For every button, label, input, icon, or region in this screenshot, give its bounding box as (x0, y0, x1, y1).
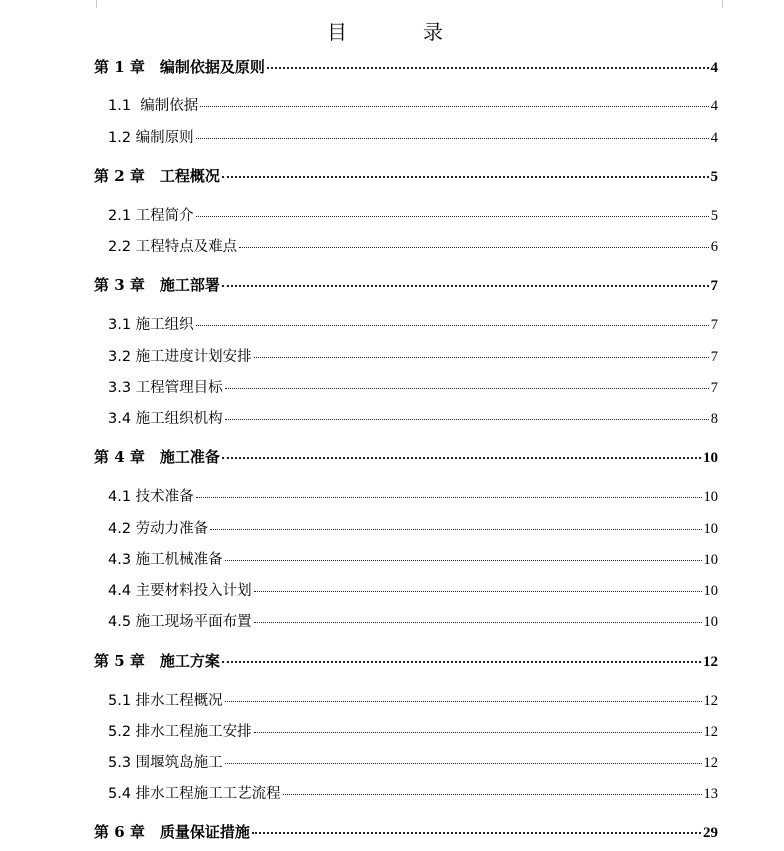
toc-page-number: 7 (710, 349, 718, 365)
toc-entry-label: 4.1 技术准备 (108, 489, 194, 505)
toc-page-number: 29 (703, 825, 718, 841)
toc-entry-label: 4.2 劳动力准备 (108, 521, 209, 537)
toc-section-entry[interactable] (108, 407, 718, 428)
toc-dot-leader (222, 457, 701, 459)
toc-section-entry[interactable] (108, 720, 718, 741)
toc-entry-label: 5.2 排水工程施工安排 (108, 724, 252, 740)
toc-entry-label: 2.1 工程简介 (108, 208, 194, 224)
toc-dot-leader (283, 794, 702, 795)
toc-page-number: 7 (710, 380, 718, 396)
toc-entry-label: 2.2 工程特点及难点 (108, 239, 238, 255)
toc-section-entry[interactable] (108, 345, 718, 366)
toc-dot-leader (239, 247, 709, 248)
toc-section-entry[interactable] (108, 689, 718, 710)
toc-dot-leader (254, 357, 709, 358)
toc-page-number: 6 (710, 239, 718, 255)
toc-entry-label: 第 3 章 施工部署 (94, 276, 220, 294)
toc-dot-leader (196, 138, 709, 139)
toc-chapter-entry[interactable] (94, 821, 718, 842)
toc-section-entry[interactable] (108, 610, 718, 631)
toc-chapter-entry[interactable] (94, 165, 718, 186)
toc-section-entry[interactable] (108, 376, 718, 397)
toc-entry-label: 5.1 排水工程概况 (108, 693, 223, 709)
toc-entry-label: 第 6 章 质量保证措施 (94, 823, 250, 841)
toc-entry-label: 3.3 工程管理目标 (108, 380, 223, 396)
toc-dot-leader (222, 176, 709, 178)
toc-dot-leader (225, 388, 709, 389)
toc-page-number: 7 (710, 278, 718, 294)
toc-dot-leader (222, 285, 709, 287)
toc-dot-leader (225, 419, 709, 420)
toc-section-entry[interactable] (108, 485, 718, 506)
toc-entry-label: 5.4 排水工程施工工艺流程 (108, 786, 281, 802)
toc-entry-label: 1.2 编制原则 (108, 130, 194, 146)
toc-chapter-entry[interactable] (94, 446, 718, 467)
toc-page-number: 13 (703, 786, 718, 802)
toc-section-entry[interactable] (108, 235, 718, 256)
toc-dot-leader (225, 560, 702, 561)
toc-title: 目 录 (327, 20, 471, 44)
toc-dot-leader (196, 497, 702, 498)
toc-page-number: 4 (710, 98, 718, 114)
toc-dot-leader (225, 701, 702, 702)
toc-entry-label: 3.2 施工进度计划安排 (108, 349, 252, 365)
toc-section-entry[interactable] (108, 94, 718, 115)
toc-dot-leader (210, 529, 701, 530)
toc-dot-leader (252, 832, 701, 834)
toc-page-number: 12 (703, 755, 718, 771)
toc-dot-leader (254, 732, 702, 733)
toc-section-entry[interactable] (108, 782, 718, 803)
toc-page-number: 10 (703, 450, 718, 466)
toc-page-number: 10 (703, 583, 718, 599)
toc-section-entry[interactable] (108, 751, 718, 772)
toc-section-entry[interactable] (108, 548, 718, 569)
toc-chapter-entry[interactable] (94, 56, 718, 77)
toc-page-number: 8 (710, 411, 718, 427)
toc-page-number: 12 (703, 693, 718, 709)
toc-dot-leader (196, 216, 709, 217)
toc-entry-label: 4.5 施工现场平面布置 (108, 614, 252, 630)
toc-dot-leader (254, 622, 702, 623)
toc-dot-leader (267, 67, 709, 69)
toc-section-entry[interactable] (108, 126, 718, 147)
toc-entry-label: 3.1 施工组织 (108, 317, 194, 333)
toc-page-number: 10 (703, 552, 718, 568)
crop-mark-left (76, 0, 97, 8)
toc-entry-label: 第 1 章 编制依据及原则 (94, 58, 265, 76)
toc-page-number: 5 (710, 169, 718, 185)
toc-entry-label: 第 2 章 工程概况 (94, 167, 220, 185)
toc-chapter-entry[interactable] (94, 650, 718, 671)
toc-entry-label: 4.3 施工机械准备 (108, 552, 223, 568)
toc-entry-label: 第 4 章 施工准备 (94, 448, 220, 466)
toc-entry-label: 5.3 围堰筑岛施工 (108, 755, 223, 771)
toc-page-number: 10 (703, 521, 718, 537)
toc-chapter-entry[interactable] (94, 274, 718, 295)
crop-mark-right (722, 0, 743, 8)
toc-dot-leader (200, 106, 708, 107)
toc-dot-leader (225, 763, 702, 764)
toc-page-number: 10 (703, 489, 718, 505)
toc-entry-label: 3.4 施工组织机构 (108, 411, 223, 427)
toc-dot-leader (196, 325, 709, 326)
toc-page-number: 10 (703, 614, 718, 630)
toc-page-number: 7 (710, 317, 718, 333)
toc-section-entry[interactable] (108, 204, 718, 225)
toc-section-entry[interactable] (108, 579, 718, 600)
toc-section-entry[interactable] (108, 517, 718, 538)
toc-page-number: 12 (703, 654, 718, 670)
toc-dot-leader (222, 661, 701, 663)
toc-page-number: 4 (710, 60, 718, 76)
toc-page-number: 4 (710, 130, 718, 146)
toc-page-number: 5 (710, 208, 718, 224)
toc-dot-leader (254, 591, 702, 592)
toc-entry-label: 4.4 主要材料投入计划 (108, 583, 252, 599)
toc-section-entry[interactable] (108, 313, 718, 334)
toc-entry-label: 1.1 编制依据 (108, 98, 199, 114)
toc-entry-label: 第 5 章 施工方案 (94, 652, 220, 670)
toc-page-number: 12 (703, 724, 718, 740)
